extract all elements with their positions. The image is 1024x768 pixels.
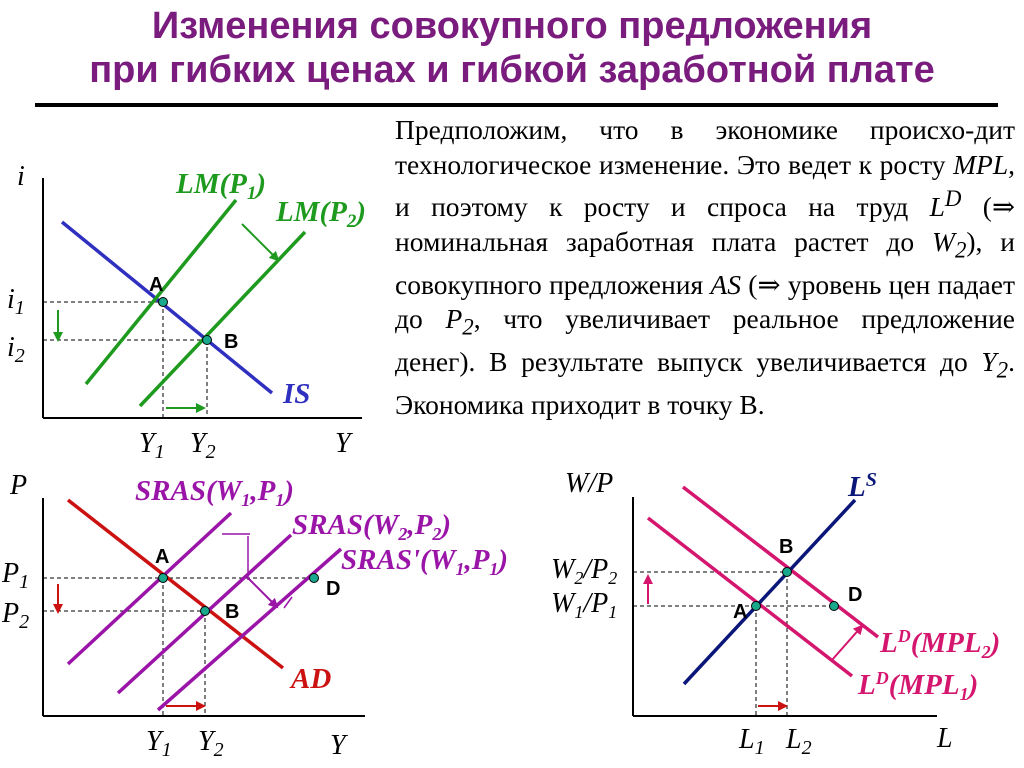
ls-label: $L^S$ xyxy=(848,469,877,503)
para-mpl: MPL xyxy=(953,148,1009,180)
adas-point-d xyxy=(310,574,319,583)
para-ld-base: L xyxy=(929,191,945,223)
para-y-sub: 2 xyxy=(996,357,1009,383)
adas-y2-label: $Y_2$ xyxy=(198,726,224,761)
islm-point-b xyxy=(203,336,212,345)
islm-y2-label: $Y_2$ xyxy=(190,428,216,463)
adas-point-a-label: A xyxy=(155,546,170,568)
sras2-label: $SRAS(W_2,P_2)$ xyxy=(292,509,452,544)
islm-point-a-label: A xyxy=(149,274,164,296)
islm-axis-x-label: Y xyxy=(335,428,351,459)
labor-point-d-label: D xyxy=(848,584,863,606)
labor-point-b-label: B xyxy=(779,536,794,558)
adas-p1-label: $P_1$ xyxy=(2,558,30,593)
adas-axis-x-label: Y xyxy=(330,730,346,761)
adas-diagram xyxy=(1,470,508,761)
para-y-base: Y xyxy=(981,346,997,378)
para-text-1: Предположим, что в экономике происхо-дит технологическое изменение. Это ведет к росту xyxy=(395,114,1015,180)
labor-l1-label: $L_1$ xyxy=(739,724,765,759)
para-text-3: (⇒ номинальная заработная плата растет до xyxy=(395,191,1015,257)
sras1-curve xyxy=(68,513,231,664)
adas-p2-label: $P_2$ xyxy=(2,598,30,633)
adas-y1-label: $Y_1$ xyxy=(146,726,172,761)
adas-axis-y-label: P xyxy=(10,470,28,501)
islm-point-a xyxy=(159,298,168,307)
islm-y1-label: $Y_1$ xyxy=(139,428,165,463)
islm-diagram xyxy=(7,161,366,463)
adas-point-a xyxy=(159,574,168,583)
adas-point-b-label: B xyxy=(225,601,240,623)
para-text-4: ), и совокупного предложения xyxy=(395,225,1016,300)
is-label: IS xyxy=(283,378,311,410)
lm1-label: $LM(P_1)$ xyxy=(176,168,267,204)
is-curve xyxy=(62,222,272,393)
islm-i1-label: $i_1$ xyxy=(7,284,25,319)
para-w-base: W xyxy=(932,225,955,257)
ad-label: AD xyxy=(291,663,332,695)
para-p-base: P xyxy=(445,303,463,335)
title-line-2: при гибких ценах и гибкой заработной плате xyxy=(89,49,935,91)
ld-shift-arrow xyxy=(832,626,862,660)
para-text-5: (⇒ уровень цен падает до xyxy=(395,268,1015,335)
labor-axis-y-label: W/P xyxy=(565,468,614,499)
para-text-2: , и поэтому к росту и спроса на труд xyxy=(395,148,1015,223)
ld1-curve xyxy=(648,518,852,676)
adas-point-d-label: D xyxy=(326,578,341,600)
labor-l2-label: $L_2$ xyxy=(786,724,812,759)
labor-w1p1-label: $W_1/P_1$ xyxy=(551,588,618,622)
ld2-label: $L^D(MPL_2)$ xyxy=(880,626,1001,662)
para-w-sub: 2 xyxy=(954,237,967,263)
para-text-6: , что увеличивает реальное предложение денег). В результате выпуск увеличивается до xyxy=(395,303,1015,378)
para-p-sub: 2 xyxy=(462,314,474,340)
para-as: AS xyxy=(710,268,741,300)
labor-point-a-label: A xyxy=(733,601,748,623)
para-text-7: . Экономика приходит в точку В. xyxy=(395,346,1015,421)
islm-i2-label: $i_2$ xyxy=(7,332,25,367)
labor-w2p2-label: $W_2/P_2$ xyxy=(551,554,618,588)
labor-diagram xyxy=(551,468,1000,759)
islm-axis-y-label: i xyxy=(17,161,25,192)
islm-point-b-label: B xyxy=(224,331,239,353)
sras3-label: $SRAS'(W_1,P_1)$ xyxy=(341,544,509,579)
labor-point-b xyxy=(783,568,792,577)
labor-axis-x-label: L xyxy=(937,723,953,754)
sras-shift-arrow xyxy=(248,578,277,607)
ld1-label: $L^D(MPL_1)$ xyxy=(858,668,979,704)
adas-point-b xyxy=(201,607,210,616)
para-ld-sup: D xyxy=(944,186,962,211)
ld2-curve xyxy=(683,487,878,637)
sras1-label: $SRAS(W_1,P_1)$ xyxy=(135,475,295,510)
lm-shift-arrow xyxy=(242,224,278,260)
lm2-curve xyxy=(140,232,305,406)
lm2-label: $LM(P_2)$ xyxy=(276,196,367,232)
labor-point-d xyxy=(830,602,839,611)
title-line-1: Изменения совокупного предложения xyxy=(151,5,873,47)
labor-point-a xyxy=(752,602,761,611)
